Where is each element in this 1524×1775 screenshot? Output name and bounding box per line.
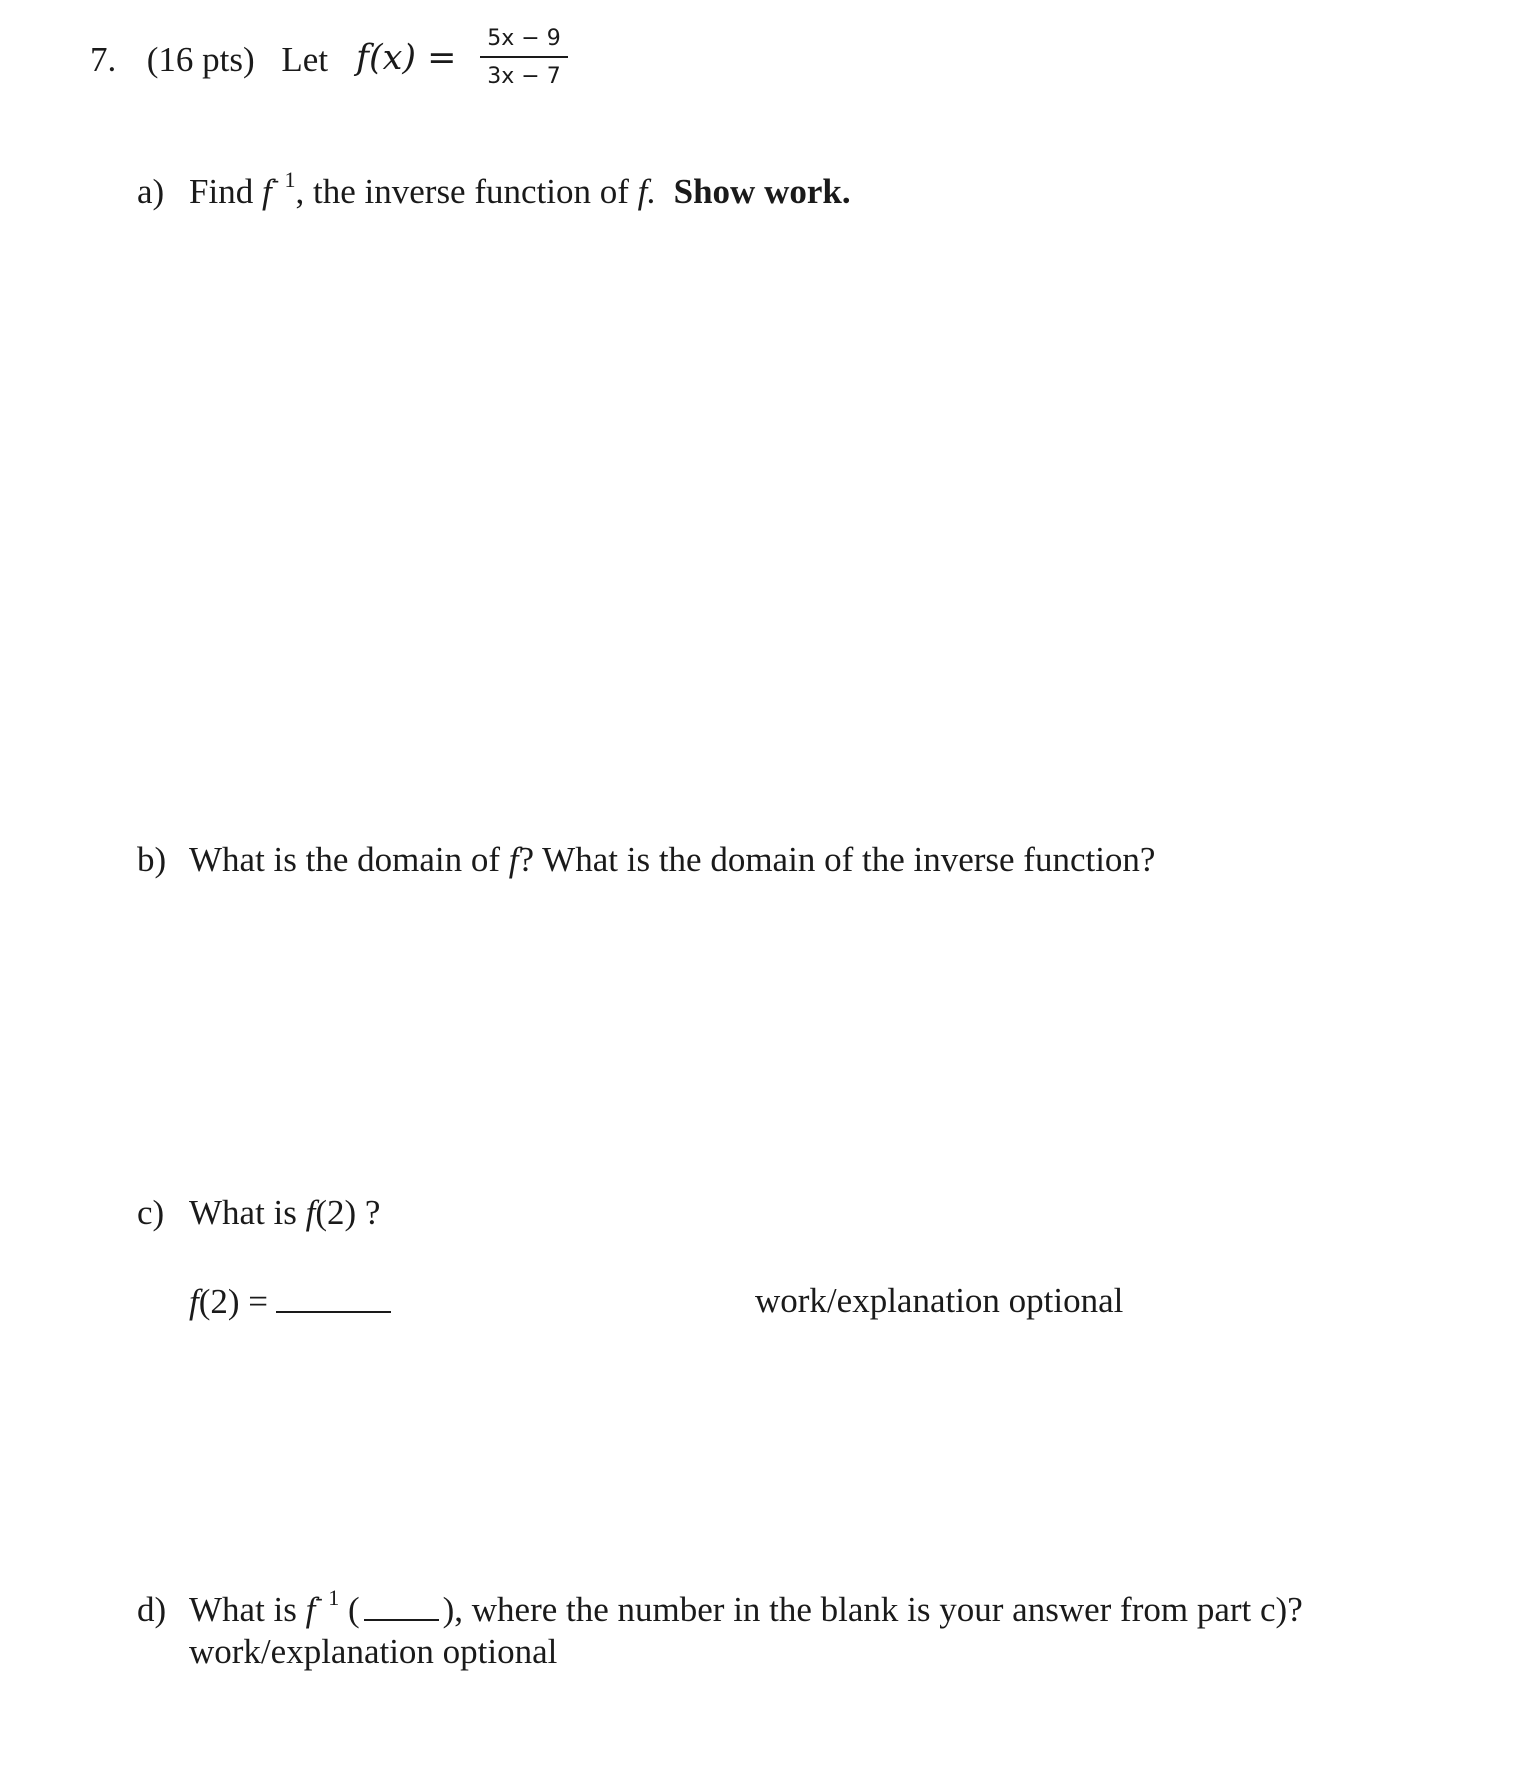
part-b-text-2: ? What is the domain of the inverse function? [518,840,1156,879]
part-c-optional-note: work/explanation optional [755,1281,1124,1320]
part-d-f: f [305,1590,316,1629]
part-b-label: b) [137,840,167,879]
part-b-f: f [508,840,519,879]
let-word: Let [281,40,329,79]
question-points: (16 pts) [146,40,255,79]
part-b-prompt [137,838,1155,882]
part-a-label: a) [137,172,165,211]
function-lhs: f(x) = [356,38,457,78]
part-c-text-2: (2) ? [315,1193,381,1232]
part-c-answer-lhs: (2) = [198,1282,269,1321]
part-a-prompt [137,167,851,218]
part-c-answer-line [189,1279,391,1324]
fraction-numerator: 5x − 9 [487,26,561,51]
fraction-denominator: 3x − 7 [487,64,561,89]
part-c-f: f [305,1193,316,1232]
part-a-text-2: , the inverse function of [295,172,629,211]
part-a-superscript: - 1 [271,167,296,192]
function-fraction [480,24,568,92]
question-number: 7. [90,40,117,79]
part-c-answer-f: f [189,1282,199,1321]
part-d-text-2: ), where the number in the blank is your answer from part c)? [442,1590,1303,1629]
part-a-f2: f. [637,172,657,211]
part-d-prompt [137,1587,1303,1636]
part-d-text-1: What is [189,1590,297,1629]
part-a-show-work: Show work. [673,172,851,211]
part-c-label: c) [137,1193,165,1232]
part-d-blank[interactable] [364,1587,439,1621]
part-d-open-paren: ( [347,1590,360,1629]
part-c-answer-blank[interactable] [276,1279,391,1313]
question-header [90,38,328,82]
part-d-superscript: - 1 [315,1585,340,1610]
part-d-label: d) [137,1590,167,1629]
part-d-optional-note: work/explanation optional [189,1632,558,1671]
part-a-f: f [261,172,272,211]
fraction-bar [480,56,568,58]
part-c-text-1: What is [189,1193,297,1232]
part-a-text-1: Find [189,172,254,211]
part-c-prompt [137,1191,380,1235]
part-b-text-1: What is the domain of [189,840,501,879]
